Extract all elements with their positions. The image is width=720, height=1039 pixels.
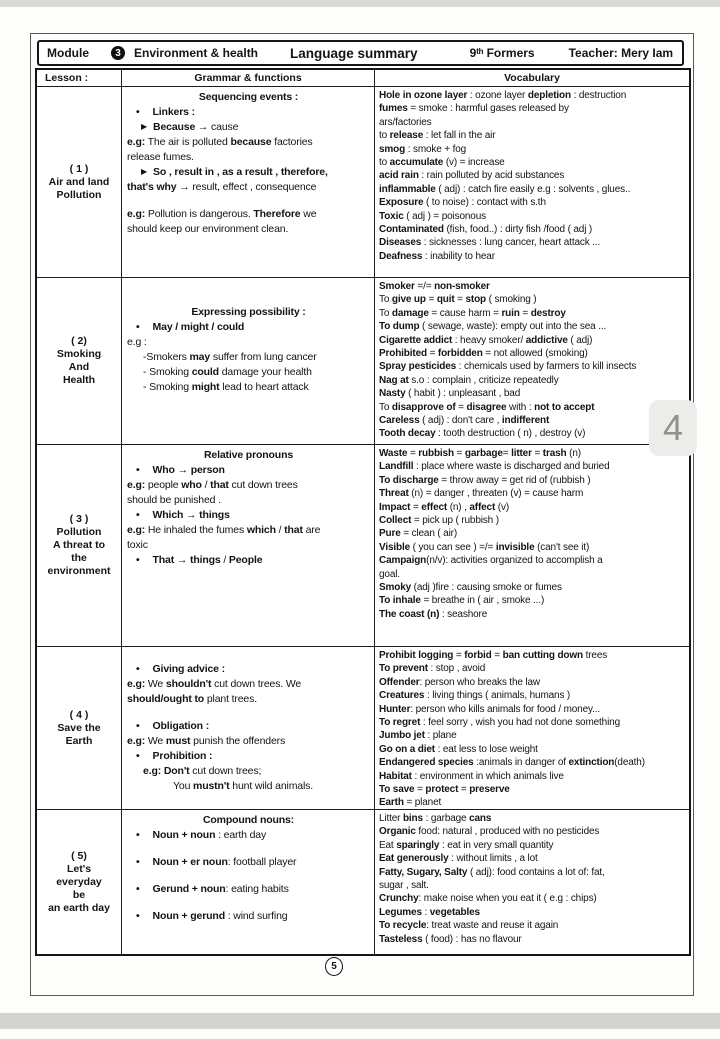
vocab-cell [375, 278, 689, 445]
grammar-line: Relative pronouns [203, 449, 294, 461]
grammar-line: Compound nouns: [202, 814, 295, 826]
grammar-line: should/ought to plant trees. [127, 693, 257, 705]
vocab-line: Toxic ( adj ) = poisonous [379, 210, 486, 222]
vocab-line: Cigarette addict : heavy smoker/ addictive ( adj) [379, 334, 593, 346]
lesson-line: everyday [56, 875, 102, 888]
lesson-line: Let's [66, 862, 92, 875]
bullet-icon: • [136, 883, 140, 895]
grammar-line: that's why → result, effect , consequence [127, 181, 317, 193]
vocab-line: To dump ( sewage, waste): empty out into the sea ... [379, 321, 607, 333]
grammar-line: ▶ So , result in , as a result , therefore, [141, 166, 328, 178]
grammar-line: • Noun + er noun: football player [136, 856, 297, 868]
bullet-icon: • [136, 910, 140, 922]
vocab-line: Campaign(n/v): activities organized to accomplish a [379, 555, 603, 567]
grammar-line [127, 897, 370, 909]
module-label: Module [47, 46, 89, 60]
vocab-line: To disapprove of = disagree with : not to accept [379, 401, 595, 413]
vocab-line: Litter bins : garbage cans [379, 813, 492, 824]
vocab-line: Go on a diet : eat less to lose weight [379, 743, 538, 755]
doc-title: Language summary [290, 45, 418, 61]
lesson-line: environment [47, 565, 111, 577]
vocab-line: Contaminated (fish, food..) : dirty fish /food ( adj ) [379, 224, 593, 236]
grammar-line: ▶ Because → cause [141, 121, 239, 133]
column-header-vocabulary: Vocabulary [375, 70, 689, 87]
lesson-cell [37, 278, 122, 445]
grammar-line: • Obligation : [136, 720, 210, 732]
vocab-cell [375, 87, 689, 278]
vocab-line: Hunter: person who kills animals for food / money... [379, 703, 600, 715]
scan-edge-bottom [0, 1013, 720, 1029]
vocab-line: Exposure ( to noise) : contact with s.th [379, 197, 546, 209]
vocab-line: Tasteless ( food) : has no flavour [379, 933, 522, 945]
vocab-line: Pure = clean ( air) [379, 528, 458, 540]
grammar-cell [122, 445, 375, 647]
grammar-line: • May / might / could [136, 321, 245, 333]
grammar-line: • Linkers : [136, 106, 195, 118]
vocab-line: fumes = smoke : harmful gases released by [379, 103, 569, 115]
module-number: 3 [115, 47, 121, 59]
grammar-line: • Prohibition : [136, 750, 213, 762]
vocab-line: to release : let fall in the air [379, 130, 496, 142]
vocab-line: Smoky (adj )fire : causing smoke or fumes [379, 582, 562, 594]
lesson-line: the [71, 552, 87, 564]
vocab-line: Prohibit logging = forbid = ban cutting down trees [379, 650, 608, 661]
lesson-line: Pollution [56, 188, 102, 201]
lesson-line: ( 3 ) [69, 513, 89, 525]
arrowhead-icon: ▶ [141, 167, 148, 176]
grammar-line: -Smokers may suffer from lung cancer [143, 351, 317, 363]
vocab-line: To prevent : stop , avoid [379, 663, 486, 675]
vocab-line: Nag at s.o : complain , criticize repeatedly [379, 374, 559, 386]
vocab-line: Tooth decay : tooth destruction ( n) , destroy (v) [379, 428, 586, 440]
grammar-line: • Giving advice : [136, 663, 225, 675]
lesson-line: ( 5) [71, 849, 87, 862]
grammar-line: • Which → things [136, 509, 230, 521]
vocab-cell [375, 810, 689, 954]
bullet-icon: • [136, 750, 140, 762]
page-number-watermark [649, 400, 697, 456]
teacher-label: Teacher: Mery Iam [568, 46, 674, 60]
grammar-cell [122, 647, 375, 810]
bullet-icon: • [136, 509, 140, 521]
vocab-cell [375, 647, 689, 810]
bullet-icon: • [136, 106, 140, 118]
vocab-line: smog : smoke + fog [379, 143, 467, 155]
grammar-line: • Gerund + noun: eating habits [136, 883, 289, 895]
grammar-line [127, 650, 370, 662]
grammar-line [127, 707, 370, 719]
watermark-number: 4 [662, 407, 684, 448]
vocab-line: To save = protect = preserve [379, 784, 510, 796]
grammar-line: e.g: He inhaled the fumes which / that are [127, 524, 321, 536]
vocab-line: To give up = quit = stop ( smoking ) [379, 294, 537, 306]
vocab-line: Eat generously : without limits , a lot [379, 853, 538, 865]
lesson-cell [37, 647, 122, 810]
vocab-line: To inhale = breathe in ( air , smoke ...) [379, 595, 545, 607]
grammar-line: • Who → person [136, 464, 225, 476]
vocab-line: Careless ( adj) : don't care , indifferent [379, 415, 550, 427]
grammar-line: should be punished . [127, 494, 221, 506]
module-subject: Environment & health [134, 46, 259, 60]
grammar-line: e.g: people who / that cut down trees [127, 479, 298, 491]
vocab-line: Offender: person who breaks the law [379, 676, 540, 688]
grammar-line [127, 870, 370, 882]
vocab-line: acid rain : rain polluted by acid substances [379, 170, 565, 182]
column-header-grammar: Grammar & functions [122, 70, 375, 87]
vocab-line: Collect = pick up ( rubbish ) [379, 515, 499, 527]
vocab-line: To damage = cause harm = ruin = destroy [379, 307, 566, 319]
vocab-line: To discharge = throw away = get rid of (rubbish ) [379, 474, 591, 486]
grammar-line: • Noun + noun : earth day [136, 829, 267, 841]
lesson-line: Earth [65, 734, 93, 747]
grammar-line: • That → things / People [136, 554, 263, 566]
vocab-line: ars/factories [379, 116, 432, 128]
lesson-cell [37, 87, 122, 278]
vocab-line: Prohibited = forbidden = not allowed (smoking) [379, 348, 588, 360]
lesson-line: Smoking [56, 348, 102, 360]
grammar-line [127, 195, 370, 207]
lesson-line: Save the [57, 721, 101, 734]
lesson-line: Air and land [48, 175, 110, 188]
vocab-line: Spray pesticides : chemicals used by farmers to kill insects [379, 361, 637, 373]
grammar-line: toxic [127, 539, 148, 551]
grammar-line: e.g: The air is polluted because factories [127, 136, 313, 148]
scan-edge-top [0, 0, 720, 7]
lesson-cell [37, 810, 122, 954]
bullet-icon: • [136, 464, 140, 476]
lesson-line: an earth day [48, 901, 110, 914]
lesson-line: A threat to [52, 539, 106, 551]
vocab-line: Visible ( you can see ) =/= invisible (can't see it) [379, 541, 590, 553]
grammar-line: You mustn't hunt wild animals. [173, 780, 314, 792]
bullet-icon: • [136, 321, 140, 333]
grammar-line [127, 843, 370, 855]
vocab-line: To recycle: treat waste and reuse it again [379, 920, 559, 932]
vocab-line: Diseases : sicknesses : lung cancer, heart attack ... [379, 237, 601, 249]
vocab-line: goal. [379, 568, 400, 580]
bullet-icon: • [136, 663, 140, 675]
grammar-line: e.g: We must punish the offenders [127, 735, 286, 747]
grammar-line: Expressing possibility : [191, 306, 306, 318]
grammar-line: - Smoking could damage your health [143, 366, 312, 378]
vocab-line: Organic food: natural , produced with no pesticides [379, 826, 600, 838]
lesson-line: ( 4 ) [69, 708, 89, 721]
vocab-line: Fatty, Sugary, Salty ( adj): food contains a lot of: fat, [379, 866, 605, 878]
summary-table [35, 68, 691, 956]
grammar-line: should keep our environment clean. [127, 223, 289, 235]
grammar-line [127, 281, 370, 293]
vocab-line: to accumulate (v) = increase [379, 157, 505, 169]
vocab-line: To regret : feel sorry , wish you had not done something [379, 717, 620, 729]
vocab-line: Creatures : living things ( animals, humans ) [379, 690, 571, 702]
grammar-line: release fumes. [127, 151, 194, 163]
vocab-line: Earth = planet [379, 797, 442, 809]
vocab-line: Jumbo jet : plane [379, 730, 457, 742]
grammar-line: - Smoking might lead to heart attack [143, 381, 309, 393]
vocab-line: Deafness : inability to hear [379, 250, 495, 262]
lesson-line: ( 2) [71, 335, 87, 347]
column-header-lesson: Lesson : [37, 70, 122, 87]
grammar-line: e.g : [127, 336, 147, 348]
bullet-icon: • [136, 720, 140, 732]
vocab-line: Waste = rubbish = garbage= litter = trash (n) [379, 448, 581, 459]
lesson-line: And [68, 361, 90, 373]
vocab-line: Impact = effect (n) , affect (v) [379, 501, 509, 513]
lesson-line: Health [62, 374, 96, 386]
bullet-icon: • [136, 856, 140, 868]
grade-label: 9ᵗʰ Formers [469, 46, 535, 60]
grammar-cell [122, 87, 375, 278]
footer-page-number [325, 957, 343, 976]
lesson-line: be [72, 888, 86, 901]
grammar-line: e.g: We shouldn't cut down trees. We [127, 678, 302, 690]
module-header [37, 40, 684, 66]
grammar-line: e.g: Don't cut down trees; [143, 765, 262, 777]
vocab-line: Endangered species :animals in danger of extinction(death) [379, 757, 645, 769]
vocab-line: sugar , salt. [379, 880, 429, 892]
lesson-cell [37, 445, 122, 647]
vocab-line: Smoker =/= non-smoker [379, 281, 490, 292]
vocab-line: Landfill : place where waste is discharged and buried [379, 461, 610, 473]
lesson-line: ( 1 ) [69, 162, 89, 175]
footer-page-number-text: 5 [331, 961, 337, 972]
vocab-cell [375, 445, 689, 647]
grammar-line: e.g: Pollution is dangerous. Therefore we [127, 208, 317, 220]
grammar-line: Sequencing events : [198, 91, 299, 103]
vocab-line: Eat sparingly : eat in very small quantity [379, 839, 554, 851]
grammar-line [127, 293, 370, 305]
vocab-line: Habitat : environment in which animals live [379, 770, 564, 782]
vocab-line: Hole in ozone layer : ozone layer depletion : destruction [379, 90, 627, 101]
vocab-line: Nasty ( habit ) : unpleasant , bad [379, 388, 521, 400]
bullet-icon: • [136, 829, 140, 841]
grammar-cell [122, 810, 375, 954]
vocab-line: inflammable ( adj) : catch fire easily e.g : solvents , glues.. [379, 183, 631, 195]
grammar-cell [122, 278, 375, 445]
grammar-line: • Noun + gerund : wind surfing [136, 910, 288, 922]
module-number-badge [111, 46, 125, 60]
vocab-line: Legumes : vegetables [379, 906, 480, 918]
lesson-line: Pollution [56, 526, 102, 538]
bullet-icon: • [136, 554, 140, 566]
vocab-line: The coast (n) : seashore [379, 608, 488, 620]
arrowhead-icon: ▶ [141, 122, 148, 131]
vocab-line: Crunchy: make noise when you eat it ( e.g : chips) [379, 893, 597, 905]
vocab-line: Threat (n) = danger , threaten (v) = cause harm [379, 488, 584, 500]
